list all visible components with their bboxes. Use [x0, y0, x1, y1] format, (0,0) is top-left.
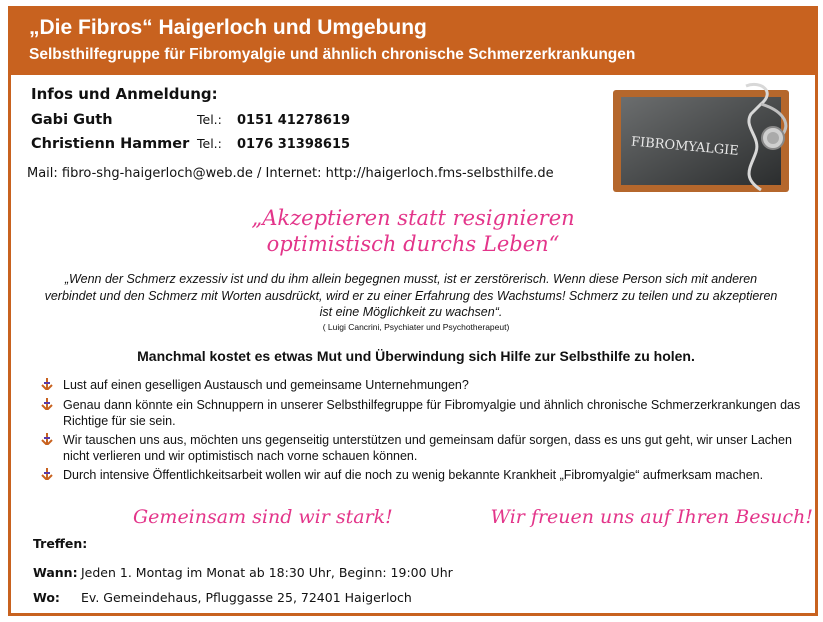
list-item: [41, 377, 801, 394]
contact-title: Infos und Anmeldung:: [31, 85, 218, 103]
together-right: Wir freuen uns auf Ihren Besuch!: [490, 506, 813, 528]
mail-internet-line[interactable]: Mail: fibro-shg-haigerloch@web.de / Internet: http://haigerloch.fms-selbsthilfe.de: [27, 166, 554, 181]
when-label: Wann:: [33, 565, 78, 580]
quote-text: „Wenn der Schmerz exzessiv ist und du ihm allein begegnen musst, ist er zerstörerisch. Wenn diese Person sich mit anderen verbindet und den Schmerz mit Worten ausdrückt, wird er zu einer Erfahrung des Wachstums! Schmerz zu teilen und zu akzeptieren ist eine Möglichkeit zu wachsen“.: [44, 272, 778, 319]
bullet-arrow-icon: [41, 397, 63, 429]
slogan: [11, 205, 815, 257]
bullet-arrow-icon: [41, 377, 63, 394]
contact-row: [31, 112, 350, 136]
bullet-arrow-icon: [41, 432, 63, 464]
together-left: Gemeinsam sind wir stark!: [133, 506, 393, 528]
contact-block: [31, 85, 350, 160]
flyer-frame: [8, 6, 818, 616]
stethoscope-chalkboard-icon: [611, 82, 797, 196]
slogan-line-1: „Akzeptieren statt resignieren: [251, 206, 575, 230]
meeting-block: [33, 536, 453, 610]
slogan-line-2: optimistisch durchs Leben“: [266, 232, 560, 256]
when-value: Jeden 1. Montag im Monat ab 18:30 Uhr, Beginn: 19:00 Uhr: [81, 565, 453, 580]
tel-label: Tel.:: [197, 112, 222, 127]
meeting-when-row: [33, 560, 453, 585]
lead-sentence: Manchmal kostet es etwas Mut und Überwindung sich Hilfe zur Selbsthilfe zu holen.: [137, 348, 695, 364]
phone-number[interactable]: 0151 41278619: [237, 113, 351, 128]
bullet-text: Lust auf einen geselligen Austausch und gemeinsame Unternehmungen?: [63, 378, 469, 392]
bullet-text: Wir tauschen uns aus, möchten uns gegenseitig unterstützen und gemeinsam dafür sorgen, dass es uns gut geht, wir unser Lachen nicht verlieren und wir optimistisch nach vorne schauen können.: [63, 433, 792, 463]
bullet-text: Durch intensive Öffentlichkeitsarbeit wollen wir auf die noch zu wenig bekannte Krankheit „Fibromyalgie“ aufmerksam machen.: [63, 468, 764, 482]
tel-label: Tel.:: [197, 136, 222, 151]
together-tagline: [133, 506, 813, 528]
meeting-title: Treffen:: [33, 536, 88, 551]
board-text: FIBROMYALGIE: [630, 134, 740, 159]
where-label: Wo:: [33, 590, 60, 605]
where-value: Ev. Gemeindehaus, Pfluggasse 25, 72401 Haigerloch: [81, 590, 412, 605]
contact-row: [31, 136, 350, 160]
bullet-arrow-icon: [41, 467, 63, 484]
flyer-title: „Die Fibros“ Haigerloch und Umgebung: [29, 16, 427, 39]
flyer-subtitle: Selbsthilfegruppe für Fibromyalgie und ähnlich chronische Schmerzerkrankungen: [29, 46, 636, 63]
contact-name: Christienn Hammer: [31, 136, 190, 152]
quote-citation: ( Luigi Cancrini, Psychiater und Psychotherapeut): [322, 322, 510, 332]
header-banner: [11, 9, 815, 75]
list-item: [41, 397, 801, 429]
contact-name: Gabi Guth: [31, 112, 113, 128]
benefit-list: [41, 377, 801, 487]
list-item: [41, 432, 801, 464]
bullet-text: Genau dann könnte ein Schnuppern in unserer Selbsthilfegruppe für Fibromyalgie und ähnlich chronische Schmerzerkrankungen das Richtige für sie sein.: [63, 398, 801, 428]
meeting-where-row: [33, 585, 453, 610]
phone-number[interactable]: 0176 31398615: [237, 137, 351, 152]
list-item: [41, 467, 801, 484]
